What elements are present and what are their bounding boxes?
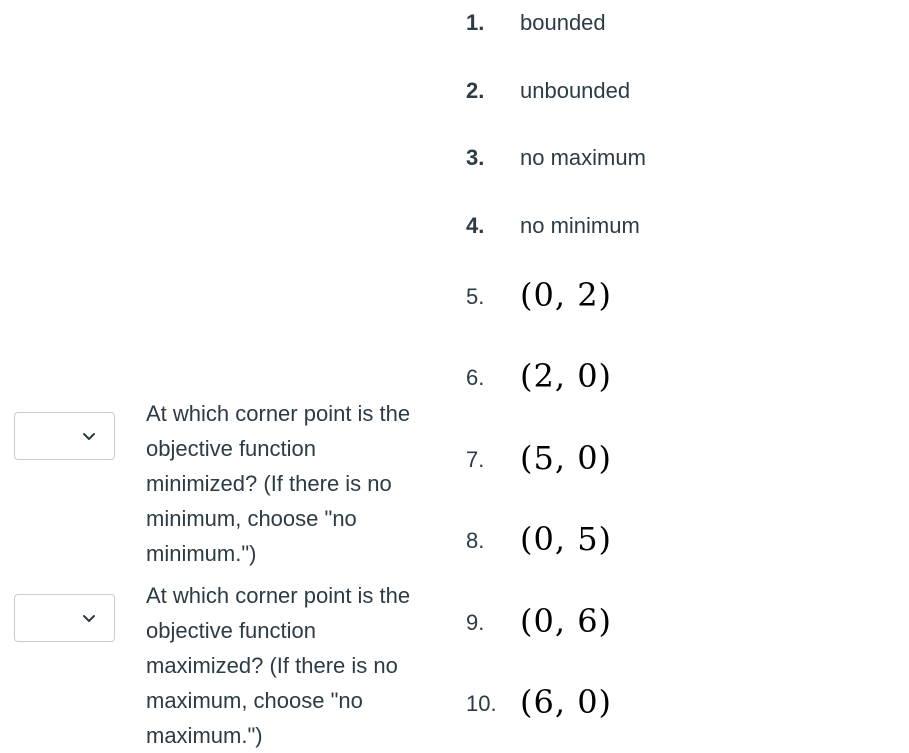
answer-math: (2, 0) <box>520 357 613 395</box>
answer-option <box>460 602 900 642</box>
answer-option <box>460 78 900 118</box>
answer-number: 6. <box>466 365 485 390</box>
answer-number: 8. <box>466 528 485 553</box>
answer-math: (0, 2) <box>520 276 613 314</box>
chevron-down-icon <box>82 430 96 444</box>
answer-option <box>460 145 900 185</box>
question-text: At which corner point is the objective function minimized? (If there is no minimum, choose "no minimum.") <box>146 401 411 566</box>
answer-number: 10. <box>466 691 497 716</box>
answer-text: bounded <box>520 10 606 35</box>
answer-text: no minimum <box>520 213 640 238</box>
answer-number: 7. <box>466 447 485 472</box>
minimized-corner-select[interactable] <box>14 412 115 460</box>
answer-number: 5. <box>466 284 485 309</box>
answer-number: 3. <box>466 145 485 170</box>
question-text: At which corner point is the objective function maximized? (If there is no maximum, choose "no maximum.") <box>146 583 411 748</box>
answer-option <box>460 213 900 253</box>
answer-option <box>460 683 900 723</box>
answer-math: (0, 5) <box>520 520 613 558</box>
answer-text: unbounded <box>520 78 631 103</box>
answer-option <box>460 10 900 50</box>
chevron-down-icon <box>82 612 96 626</box>
answer-option <box>460 276 900 316</box>
maximized-corner-select[interactable] <box>14 594 115 642</box>
answer-math: (6, 0) <box>520 683 613 721</box>
answer-option <box>460 439 900 479</box>
answer-math: (0, 6) <box>520 602 613 640</box>
answer-math: (5, 0) <box>520 439 613 477</box>
answer-number: 4. <box>466 213 485 238</box>
answer-option <box>460 520 900 560</box>
answer-number: 2. <box>466 78 485 103</box>
answer-option <box>460 357 900 397</box>
answer-number: 9. <box>466 610 485 635</box>
answer-text: no maximum <box>520 145 646 170</box>
answer-number: 1. <box>466 10 485 35</box>
